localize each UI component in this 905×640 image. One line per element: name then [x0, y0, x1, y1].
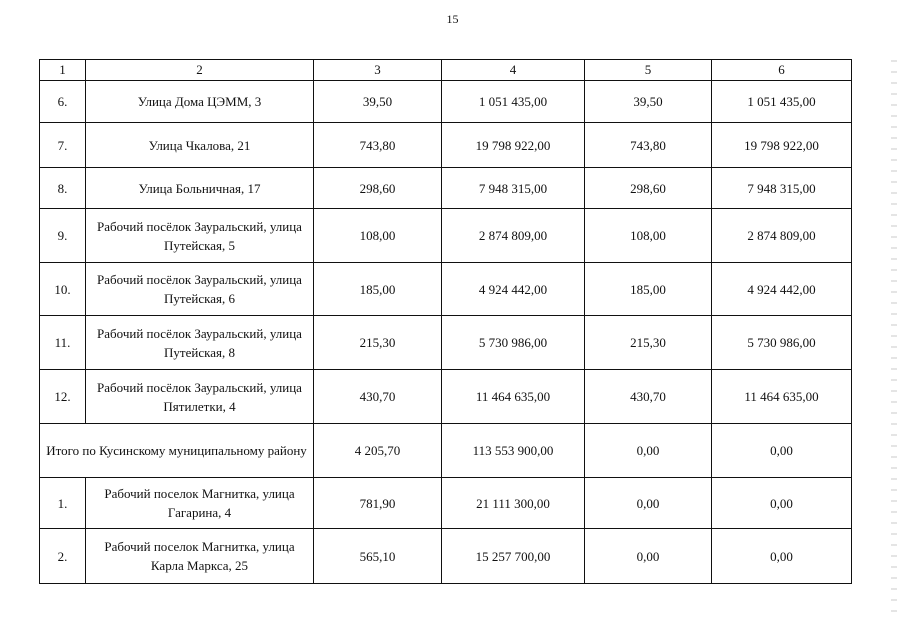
table-row [40, 168, 852, 209]
row-number: 12. [40, 370, 86, 424]
table-row [40, 478, 852, 529]
row-number: 2. [40, 529, 86, 584]
row-col6: 4 924 442,00 [712, 263, 852, 316]
table-row [40, 263, 852, 316]
row-col3: 185,00 [314, 263, 442, 316]
header-cell: 4 [442, 60, 585, 81]
header-cell: 3 [314, 60, 442, 81]
row-address: Улица Чкалова, 21 [86, 123, 314, 168]
row-col3: 215,30 [314, 316, 442, 370]
row-col5: 185,00 [585, 263, 712, 316]
row-col4: 4 924 442,00 [442, 263, 585, 316]
row-col3: 430,70 [314, 370, 442, 424]
table-row [40, 529, 852, 584]
row-col5: 108,00 [585, 209, 712, 263]
row-col3: 108,00 [314, 209, 442, 263]
row-col3: 743,80 [314, 123, 442, 168]
row-col4: 7 948 315,00 [442, 168, 585, 209]
table-row [40, 316, 852, 370]
row-address: Улица Больничная, 17 [86, 168, 314, 209]
row-col6: 0,00 [712, 529, 852, 584]
row-address: Рабочий поселок Магнитка, улица Гагарина, 4 [86, 478, 314, 529]
scan-edge-noise [891, 60, 897, 620]
total-row [40, 424, 852, 478]
row-col4: 5 730 986,00 [442, 316, 585, 370]
row-col4: 21 111 300,00 [442, 478, 585, 529]
row-number: 10. [40, 263, 86, 316]
table-row [40, 123, 852, 168]
row-address: Рабочий поселок Магнитка, улица Карла Маркса, 25 [86, 529, 314, 584]
total-col3: 4 205,70 [314, 424, 442, 478]
row-number: 6. [40, 81, 86, 123]
row-number: 7. [40, 123, 86, 168]
row-col6: 7 948 315,00 [712, 168, 852, 209]
row-number: 11. [40, 316, 86, 370]
row-col4: 19 798 922,00 [442, 123, 585, 168]
row-col5: 298,60 [585, 168, 712, 209]
total-col6: 0,00 [712, 424, 852, 478]
total-col5: 0,00 [585, 424, 712, 478]
row-col3: 565,10 [314, 529, 442, 584]
row-col5: 430,70 [585, 370, 712, 424]
row-col5: 743,80 [585, 123, 712, 168]
row-col4: 2 874 809,00 [442, 209, 585, 263]
row-col4: 15 257 700,00 [442, 529, 585, 584]
header-cell: 5 [585, 60, 712, 81]
table-row [40, 81, 852, 123]
row-address: Рабочий посёлок Зауральский, улица Пятилетки, 4 [86, 370, 314, 424]
row-col4: 1 051 435,00 [442, 81, 585, 123]
table-row [40, 370, 852, 424]
total-col4: 113 553 900,00 [442, 424, 585, 478]
row-col6: 2 874 809,00 [712, 209, 852, 263]
row-col5: 0,00 [585, 478, 712, 529]
row-col3: 781,90 [314, 478, 442, 529]
row-col6: 11 464 635,00 [712, 370, 852, 424]
row-col6: 5 730 986,00 [712, 316, 852, 370]
row-col3: 298,60 [314, 168, 442, 209]
row-number: 8. [40, 168, 86, 209]
row-address: Рабочий посёлок Зауральский, улица Путейская, 6 [86, 263, 314, 316]
row-col5: 39,50 [585, 81, 712, 123]
row-col5: 0,00 [585, 529, 712, 584]
header-cell: 6 [712, 60, 852, 81]
row-number: 9. [40, 209, 86, 263]
row-address: Рабочий посёлок Зауральский, улица Путейская, 5 [86, 209, 314, 263]
header-cell: 1 [40, 60, 86, 81]
row-col4: 11 464 635,00 [442, 370, 585, 424]
row-number: 1. [40, 478, 86, 529]
row-address: Рабочий посёлок Зауральский, улица Путейская, 8 [86, 316, 314, 370]
row-col3: 39,50 [314, 81, 442, 123]
total-label: Итого по Кусинскому муниципальному району [40, 424, 314, 478]
table-row [40, 209, 852, 263]
row-col6: 19 798 922,00 [712, 123, 852, 168]
header-cell: 2 [86, 60, 314, 81]
row-col6: 0,00 [712, 478, 852, 529]
data-table [39, 59, 852, 584]
page-number: 15 [446, 12, 459, 26]
row-col5: 215,30 [585, 316, 712, 370]
table-header-row [40, 60, 852, 81]
row-address: Улица Дома ЦЭММ, 3 [86, 81, 314, 123]
row-col6: 1 051 435,00 [712, 81, 852, 123]
